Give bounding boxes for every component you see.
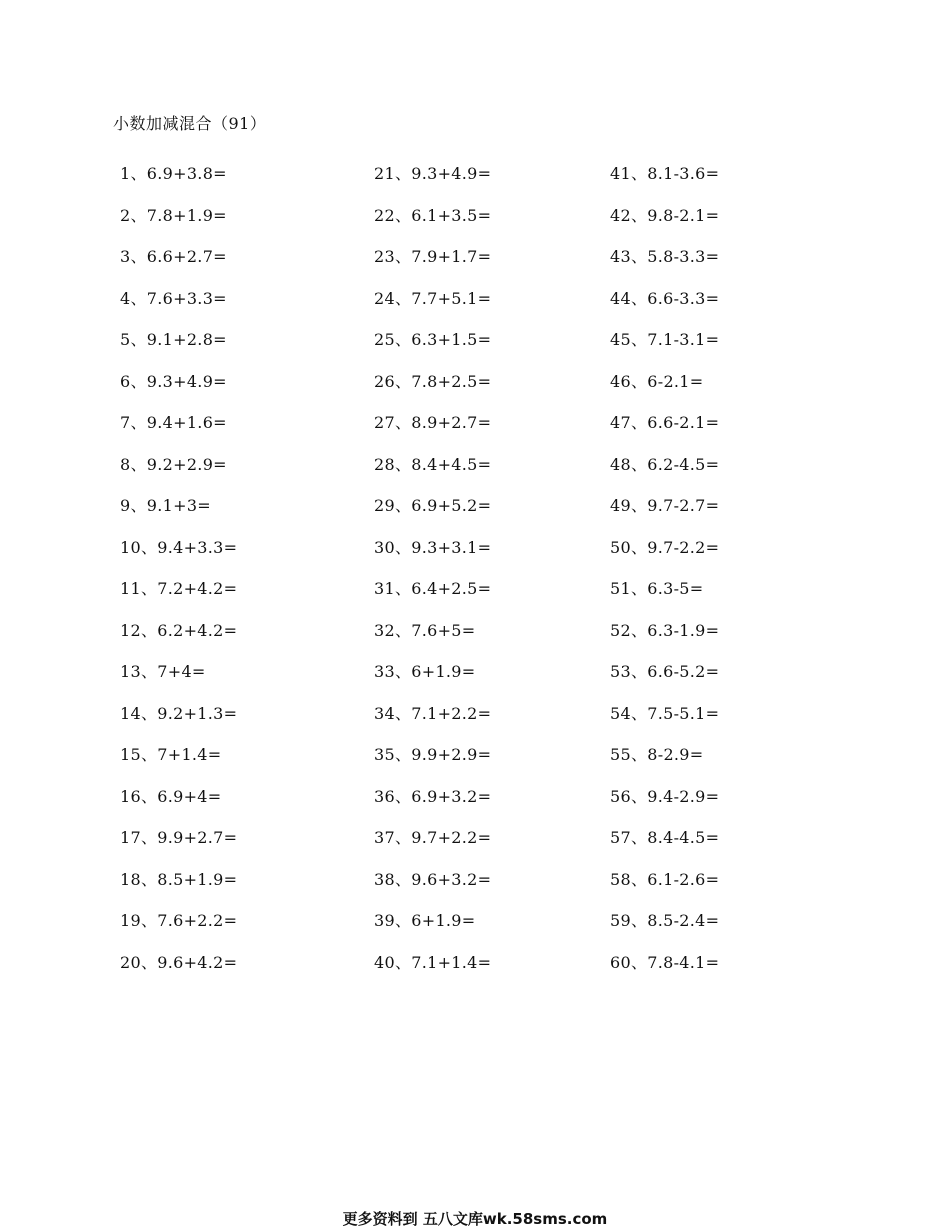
problem-item: 51、6.3-5= — [610, 579, 704, 598]
problem-item: 17、9.9+2.7= — [120, 828, 238, 847]
problem-item: 11、7.2+4.2= — [120, 579, 238, 598]
problem-item: 53、6.6-5.2= — [610, 662, 720, 681]
problem-item: 34、7.1+2.2= — [374, 703, 492, 723]
problem-item: 44、6.6-3.3= — [610, 288, 720, 308]
problem-item: 50、9.7-2.2= — [610, 537, 720, 557]
problem-item: 28、8.4+4.5= — [374, 454, 492, 474]
problem-item: 57、8.4-4.5= — [610, 828, 720, 847]
problem-item: 10、9.4+3.3= — [120, 537, 238, 557]
problem-item: 59、8.5-2.4= — [610, 911, 720, 930]
problem-item: 20、9.6+4.2= — [120, 952, 238, 972]
problem-item: 32、7.6+5= — [374, 620, 476, 640]
problem-item: 3、6.6+2.7= — [120, 247, 227, 266]
problem-item: 39、6+1.9= — [374, 911, 476, 930]
problem-item: 48、6.2-4.5= — [610, 454, 720, 474]
problem-item: 35、9.9+2.9= — [374, 745, 492, 764]
problem-item: 24、7.7+5.1= — [374, 288, 492, 308]
problem-item: 54、7.5-5.1= — [610, 703, 720, 723]
footer-watermark: 更多资料到 五八文库wk.58sms.com — [342, 1210, 608, 1228]
problem-item: 23、7.9+1.7= — [374, 247, 492, 266]
problem-item: 8、9.2+2.9= — [120, 454, 227, 474]
problem-item: 27、8.9+2.7= — [374, 413, 492, 432]
problem-item: 47、6.6-2.1= — [610, 413, 720, 432]
problem-item: 33、6+1.9= — [374, 662, 476, 681]
problem-item: 5、9.1+2.8= — [120, 330, 227, 349]
problem-item: 36、6.9+3.2= — [374, 786, 492, 806]
problem-item: 49、9.7-2.7= — [610, 496, 720, 515]
problem-item: 45、7.1-3.1= — [610, 330, 720, 349]
problem-item: 46、6-2.1= — [610, 371, 704, 391]
problem-item: 18、8.5+1.9= — [120, 869, 238, 889]
problem-item: 29、6.9+5.2= — [374, 496, 492, 515]
problem-item: 52、6.3-1.9= — [610, 620, 720, 640]
problem-item: 42、9.8-2.1= — [610, 205, 720, 225]
problem-item: 40、7.1+1.4= — [374, 952, 492, 972]
problem-item: 2、7.8+1.9= — [120, 205, 227, 225]
problem-item: 25、6.3+1.5= — [374, 330, 492, 349]
problem-item: 12、6.2+4.2= — [120, 620, 238, 640]
problem-item: 30、9.3+3.1= — [374, 537, 492, 557]
problem-item: 21、9.3+4.9= — [374, 164, 492, 183]
problem-item: 58、6.1-2.6= — [610, 869, 720, 889]
problem-item: 55、8-2.9= — [610, 745, 704, 764]
problem-item: 22、6.1+3.5= — [374, 205, 492, 225]
problem-item: 26、7.8+2.5= — [374, 371, 492, 391]
problem-item: 37、9.7+2.2= — [374, 828, 492, 847]
problem-item: 19、7.6+2.2= — [120, 911, 238, 930]
problem-item: 60、7.8-4.1= — [610, 952, 720, 972]
problem-item: 1、6.9+3.8= — [120, 164, 227, 183]
problem-item: 15、7+1.4= — [120, 745, 222, 764]
problem-item: 41、8.1-3.6= — [610, 164, 720, 183]
problem-item: 6、9.3+4.9= — [120, 371, 227, 391]
problem-item: 9、9.1+3= — [120, 496, 212, 515]
problem-column-3 — [610, 162, 850, 992]
problem-column-1 — [120, 162, 360, 992]
problem-item: 16、6.9+4= — [120, 786, 222, 806]
problem-item: 13、7+4= — [120, 662, 206, 681]
problem-item: 4、7.6+3.3= — [120, 288, 227, 308]
problem-item: 43、5.8-3.3= — [610, 247, 720, 266]
problem-item: 56、9.4-2.9= — [610, 786, 720, 806]
problem-item: 31、6.4+2.5= — [374, 579, 492, 598]
problem-item: 14、9.2+1.3= — [120, 703, 238, 723]
page-title: 小数加减混合（91） — [113, 114, 267, 133]
problem-column-2 — [374, 162, 614, 992]
problem-item: 38、9.6+3.2= — [374, 869, 492, 889]
problem-item: 7、9.4+1.6= — [120, 413, 227, 432]
